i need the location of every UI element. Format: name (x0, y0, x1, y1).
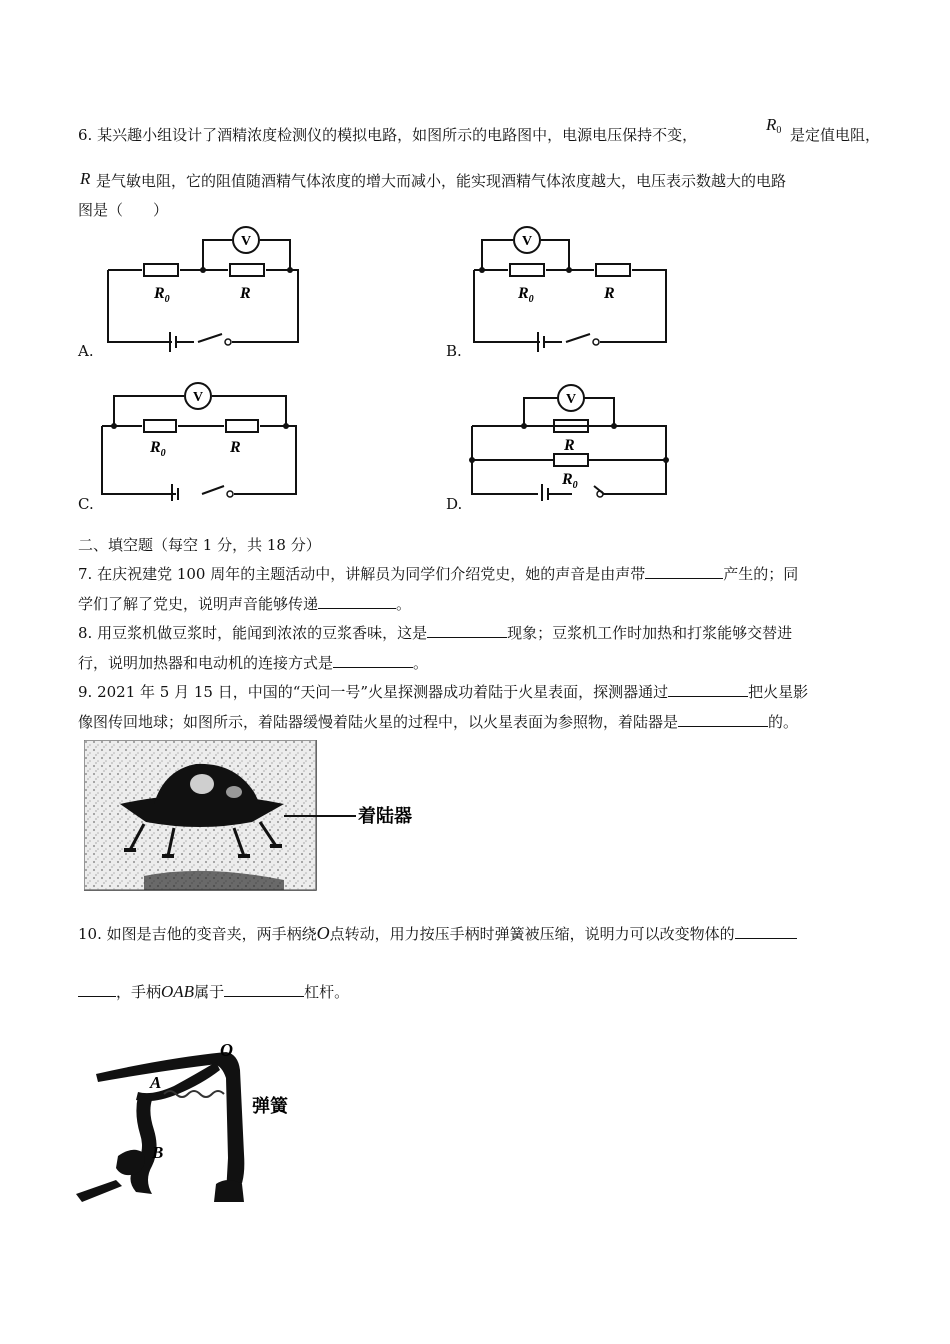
circuit-c-meter-label: V (192, 390, 204, 405)
q9-blank-2[interactable] (678, 712, 768, 727)
option-d-label: D. (446, 495, 463, 513)
circuit-a-meter-label: V (240, 234, 252, 249)
circuit-b-r-label: R (604, 285, 615, 302)
capo-figure (76, 1034, 316, 1202)
circuit-diagram-b (466, 224, 676, 354)
q9-blank-1[interactable] (668, 682, 748, 697)
q10-blank-1-part2[interactable] (78, 982, 116, 997)
q6-line1 (78, 124, 697, 146)
q7-blank-2[interactable] (318, 594, 396, 609)
q6-r0-symbol: $R_0$ (766, 115, 782, 136)
capo-svg (76, 1034, 316, 1202)
q10-blank-1-part1[interactable] (735, 924, 797, 939)
capo-label-spring: 弹簧 (252, 1096, 288, 1116)
circuit-b-meter-label: V (521, 234, 533, 249)
q6-line1-text: 6. 某兴趣小组设计了酒精浓度检测仪的模拟电路，如图所示的电路图中，电源电压保持不变， (78, 126, 698, 144)
lander-figure (84, 740, 434, 892)
q8-line2: 行，说明加热器和电动机的连接方式是 。 (78, 654, 429, 672)
q9-line1: 9. 2021 年 5 月 15 日，中国的“天问一号”火星探测器成功着陆于火星表面，探测器通过 把火星影 (78, 683, 809, 701)
circuit-c-r-label: R (230, 439, 241, 456)
option-b-label: B. (446, 342, 462, 360)
circuit-b-svg (466, 224, 676, 354)
circuit-a-r0-label: $R_0$ (154, 285, 170, 305)
circuit-diagram-d (466, 376, 676, 501)
circuit-d-r0-label: $R_0$ (562, 471, 578, 491)
q7-line2: 学们了解了党史，说明声音能够传递 。 (78, 595, 412, 613)
q10-line1: 10. 如图是吉他的变音夹，两手柄绕O点转动，用力按压手柄时弹簧被压缩，说明力可以改变物体的 (78, 922, 797, 945)
capo-label-a: A (150, 1073, 162, 1092)
section2-heading: 二、填空题（每空 1 分，共 18 分） (78, 536, 321, 554)
q8-blank-1[interactable] (427, 623, 507, 638)
capo-label-b: B (152, 1143, 164, 1162)
q8-blank-2[interactable] (333, 653, 413, 668)
circuit-c-r0-label: $R_0$ (150, 439, 166, 459)
q10-handle-oab: OAB (161, 982, 195, 1001)
circuit-diagram-c (96, 376, 306, 501)
lander-svg (84, 740, 434, 892)
q8-line1: 8. 用豆浆机做豆浆时，能闻到浓浓的豆浆香味，这是 现象；豆浆机工作时加热和打浆能够交替进 (78, 624, 793, 642)
option-c-label: C. (78, 495, 94, 513)
circuit-d-meter-label: V (565, 392, 577, 407)
lander-label: 着陆器 (358, 806, 412, 826)
q10-blank-2[interactable] (224, 982, 304, 997)
q6-line2: 是气敏电阻，它的阻值随酒精气体浓度的增大而减小，能实现酒精气体浓度越大，电压表示数越大的电路 (96, 172, 787, 190)
circuit-d-svg (466, 376, 676, 501)
q6-line1-tail: 是定值电阻， (790, 126, 881, 144)
q7-blank-1[interactable] (645, 564, 723, 579)
capo-label-o: O (220, 1040, 233, 1060)
q7-line1: 7. 在庆祝建党 100 周年的主题活动中，讲解员为同学们介绍党史，她的声音是由声带 产生的；同 (78, 565, 799, 583)
circuit-d-r-label: R (564, 437, 575, 454)
q9-line2: 像图传回地球；如图所示，着陆器缓慢着陆火星的过程中，以火星表面为参照物，着陆器是 的。 (78, 713, 799, 731)
option-a-label: A. (78, 342, 94, 360)
q6-r-symbol: R (80, 169, 91, 188)
q10-point-o: O (316, 923, 330, 943)
circuit-c-svg (96, 376, 306, 501)
circuit-a-svg (100, 224, 310, 354)
q10-line2: ，手柄OAB属于 杠杆。 (78, 981, 349, 1003)
q6-line3: 图是（ ） (78, 201, 169, 219)
circuit-b-r0-label: $R_0$ (518, 285, 534, 305)
circuit-diagram-a (100, 224, 310, 354)
circuit-a-r-label: R (240, 285, 251, 302)
